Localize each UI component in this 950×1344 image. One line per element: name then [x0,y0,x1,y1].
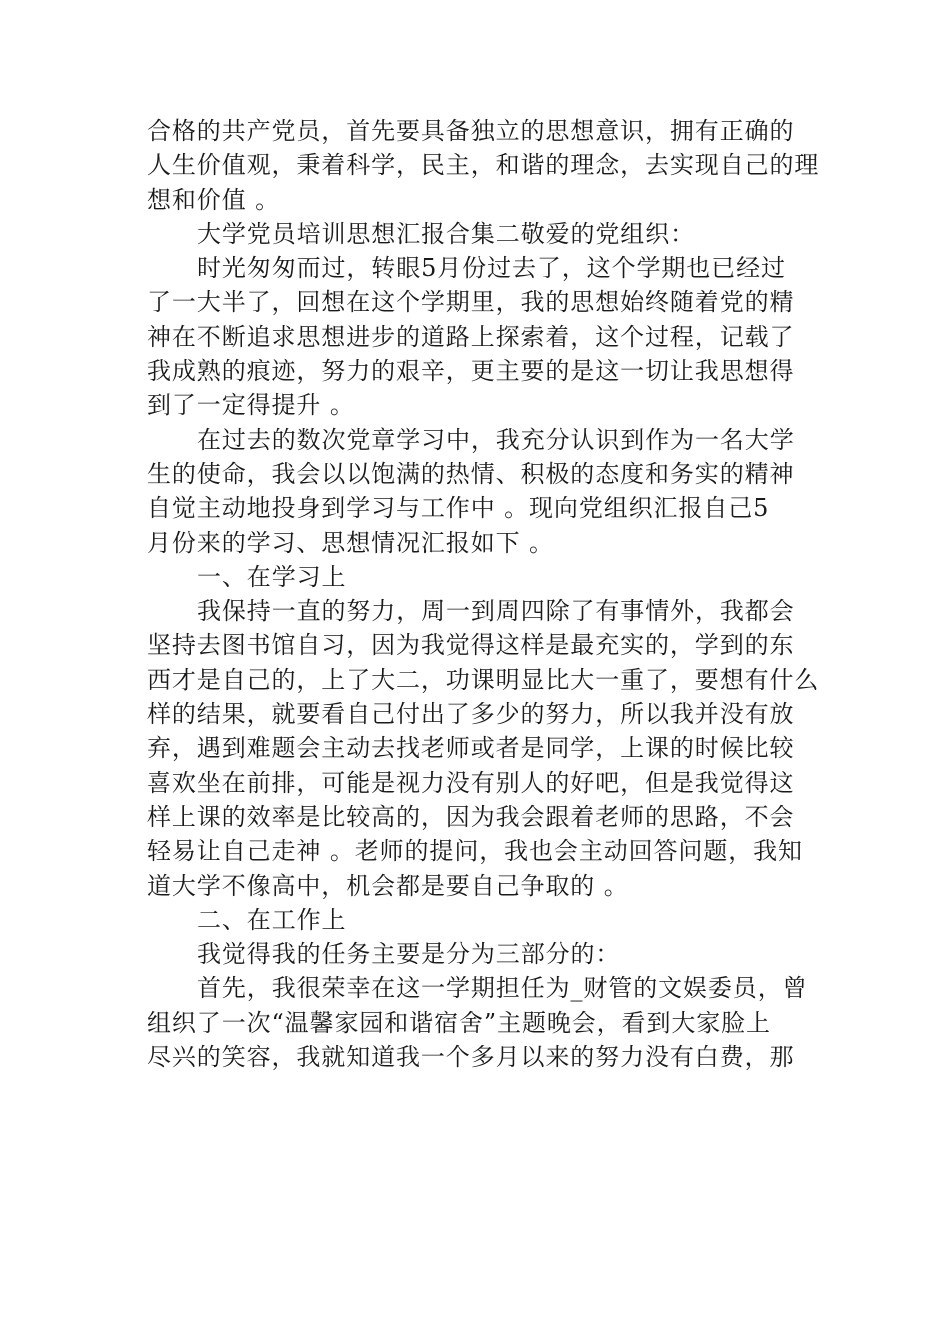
text-line: 二、在工作上 [197,905,347,934]
text-line: 样的结果，就要看自己付出了多少的努力，所以我并没有放 [147,700,795,729]
text-line: 尽兴的笑容，我就知道我一个多月以来的努力没有白费，那 [147,1043,795,1072]
text-line: 我觉得我的任务主要是分为三部分的： [197,940,621,969]
text-line: 自觉主动地投身到学习与工作中 。现向党组织汇报自己5 [147,494,770,523]
text-line: 我保持一直的努力，周一到周四除了有事情外，我都会 [197,597,795,626]
text-line: 道大学不像高中，机会都是要自己争取的 。 [147,871,629,900]
text-line: 到了一定得提升 。 [147,391,355,420]
text-line: 生的使命，我会以以饱满的热情、积极的态度和务实的精神 [147,459,795,488]
text-line: 在过去的数次党章学习中，我充分认识到作为一名大学 [197,425,795,454]
text-line: 月份来的学习、思想情况汇报如下 。 [147,528,554,557]
text-line: 喜欢坐在前排，可能是视力没有别人的好吧，但是我觉得这 [147,768,795,797]
text-line: 时光匆匆而过，转眼5月份过去了，这个学期也已经过 [197,254,786,283]
text-line: 坚持去图书馆自习，因为我觉得这样是最充实的，学到的东 [147,631,795,660]
text-line: 我成熟的痕迹，努力的艰辛，更主要的是这一切让我思想得 [147,357,795,386]
text-line: 大学党员培训思想汇报合集二敬爱的党组织： [197,219,695,248]
document-body [147,114,820,1074]
text-line: 人生价值观，秉着科学，民主，和谐的理念，去实现自己的理 [147,151,820,180]
text-line: 轻易让自己走神 。老师的提问，我也会主动回答问题，我知 [147,837,803,866]
text-line: 想和价值 。 [147,185,281,214]
text-line: 组织了一次“温馨家园和谐宿舍”主题晚会，看到大家脸上 [147,1008,771,1037]
text-line: 神在不断追求思想进步的道路上探索着，这个过程，记载了 [147,322,795,351]
text-line: 样上课的效率是比较高的，因为我会跟着老师的思路，不会 [147,802,795,831]
text-line: 合格的共产党员，首先要具备独立的思想意识，拥有正确的 [147,117,795,145]
text-line: 了一大半了，回想在这个学期里，我的思想始终随着党的精 [147,288,795,317]
text-line: 弃，遇到难题会主动去找老师或者是同学，上课的时候比较 [147,734,795,763]
text-line: 西才是自己的，上了大二，功课明显比大一重了，要想有什么 [147,665,820,694]
text-line: 一、在学习上 [197,562,347,591]
text-line: 首先，我很荣幸在这一学期担任为_财管的文娱委员，曾 [197,974,808,1003]
